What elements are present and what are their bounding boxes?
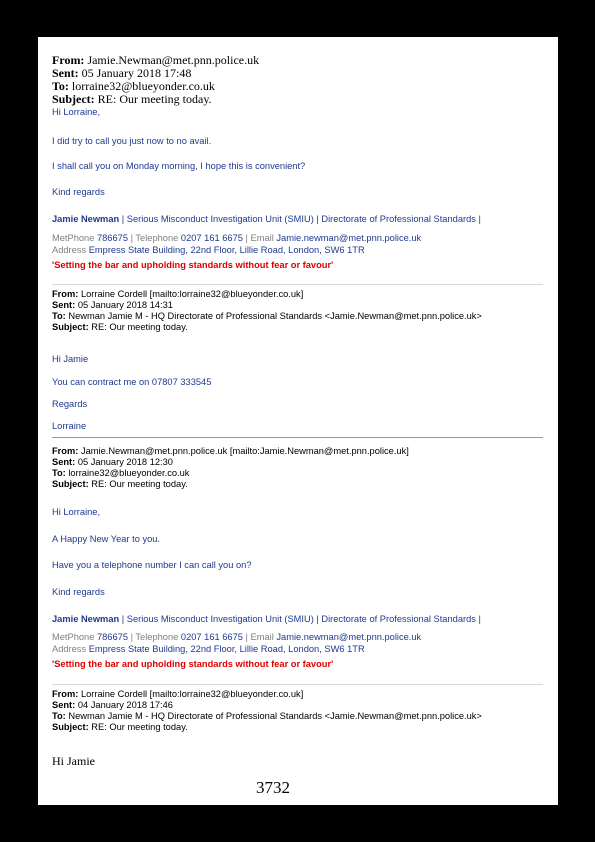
email4-sent: 04 January 2018 17:46 [77, 700, 173, 710]
signature-contact-2: MetPhone 786675 | Telephone 0207 161 6675 | Email Jamie.newman@met.pnn.police.uk [52, 632, 422, 642]
email3-closing: Kind regards [52, 587, 105, 597]
email2-header: From: Lorraine Cordell [mailto:lorraine32@blueyonder.co.uk] Sent: 05 January 2018 14:31 To: Newman Jamie M - HQ Directorate of Professional Standards <Jamie.Newman@met.pnn.police.uk> Subject: RE: Our meeting today. [52, 289, 482, 332]
email4-header: From: Lorraine Cordell [mailto:lorraine32@blueyonder.co.uk] Sent: 04 January 2018 17:46 To: Newman Jamie M - HQ Directorate of Professional Standards <Jamie.Newman@met.pnn.police.uk> Subject: RE: Our meeting today. [52, 689, 482, 732]
signature-email-link[interactable]: Jamie.newman@met.pnn.police.uk [276, 632, 422, 642]
email2-from: Lorraine Cordell [mailto:lorraine32@blueyonder.co.uk] [80, 289, 304, 299]
email2-closing: Regards [52, 399, 88, 409]
email3-from: Jamie.Newman@met.pnn.police.uk [mailto:Jamie.Newman@met.pnn.police.uk] [80, 446, 409, 456]
email2-sign: Lorraine [52, 421, 87, 431]
email2-to: Newman Jamie M - HQ Directorate of Professional Standards <Jamie.Newman@met.pnn.police.uk> [68, 311, 482, 321]
from-label: From: [52, 53, 85, 67]
email2-subject: RE: Our meeting today. [91, 322, 188, 332]
subject-label: Subject: [52, 92, 95, 106]
to-label: To: [52, 79, 69, 93]
signature-unit: | Serious Misconduct Investigation Unit (SMIU) | Directorate of Professional Standards | [119, 214, 481, 224]
signature-name: Jamie Newman [52, 214, 120, 224]
email1-from: Jamie.Newman@met.pnn.police.uk [87, 53, 260, 67]
email1-sent: 05 January 2018 17:48 [81, 66, 192, 80]
signature-contact-1: MetPhone 786675 | Telephone 0207 161 6675 | Email Jamie.newman@met.pnn.police.uk [52, 233, 422, 243]
divider [52, 684, 543, 685]
signature-tagline-1: 'Setting the bar and upholding standards without fear or favour' [52, 260, 334, 270]
signature-address-1: Address Empress State Building, 22nd Floor, Lillie Road, London, SW6 1TR [52, 245, 365, 255]
email3-line2: Have you a telephone number I can call you on? [52, 560, 252, 570]
sent-label: Sent: [52, 66, 79, 80]
email1-greeting: Hi Lorraine, [52, 107, 101, 117]
document-page [38, 37, 558, 805]
email3-header: From: Jamie.Newman@met.pnn.police.uk [mailto:Jamie.Newman@met.pnn.police.uk] Sent: 05 January 2018 12:30 To: lorraine32@blueyonder.co.uk Subject: RE: Our meeting today. [52, 446, 409, 489]
email3-greeting: Hi Lorraine, [52, 507, 101, 517]
email1-line2: I shall call you on Monday morning, I hope this is convenient? [52, 161, 306, 171]
email1-to: lorraine32@blueyonder.co.uk [71, 79, 215, 93]
signature-tagline-2: 'Setting the bar and upholding standards without fear or favour' [52, 659, 334, 669]
email1-subject: RE: Our meeting today. [97, 92, 212, 106]
signature-email-link[interactable]: Jamie.newman@met.pnn.police.uk [276, 233, 422, 243]
email2-sent: 05 January 2018 14:31 [77, 300, 173, 310]
email4-from: Lorraine Cordell [mailto:lorraine32@blueyonder.co.uk] [80, 689, 304, 699]
email1-line1: I did try to call you just now to no avail. [52, 136, 212, 146]
signature-address-2: Address Empress State Building, 22nd Floor, Lillie Road, London, SW6 1TR [52, 644, 365, 654]
email4-to: Newman Jamie M - HQ Directorate of Professional Standards <Jamie.Newman@met.pnn.police.uk> [68, 711, 482, 721]
email1-header [52, 54, 259, 106]
signature-2: Jamie Newman | Serious Misconduct Investigation Unit (SMIU) | Directorate of Professional Standards | [52, 614, 481, 624]
divider [52, 437, 543, 438]
signature-1 [52, 214, 481, 224]
page-number: 3732 [256, 778, 290, 797]
email3-line1: A Happy New Year to you. [52, 534, 161, 544]
email2-greeting: Hi Jamie [52, 354, 89, 364]
email3-to: lorraine32@blueyonder.co.uk [68, 468, 190, 478]
divider [52, 284, 543, 285]
email4-subject: RE: Our meeting today. [91, 722, 188, 732]
email3-sent: 05 January 2018 12:30 [77, 457, 173, 467]
email4-greeting: Hi Jamie [52, 754, 95, 768]
email2-line1: You can contract me on 07807 333545 [52, 377, 212, 387]
email1-closing: Kind regards [52, 187, 105, 197]
email3-subject: RE: Our meeting today. [91, 479, 188, 489]
